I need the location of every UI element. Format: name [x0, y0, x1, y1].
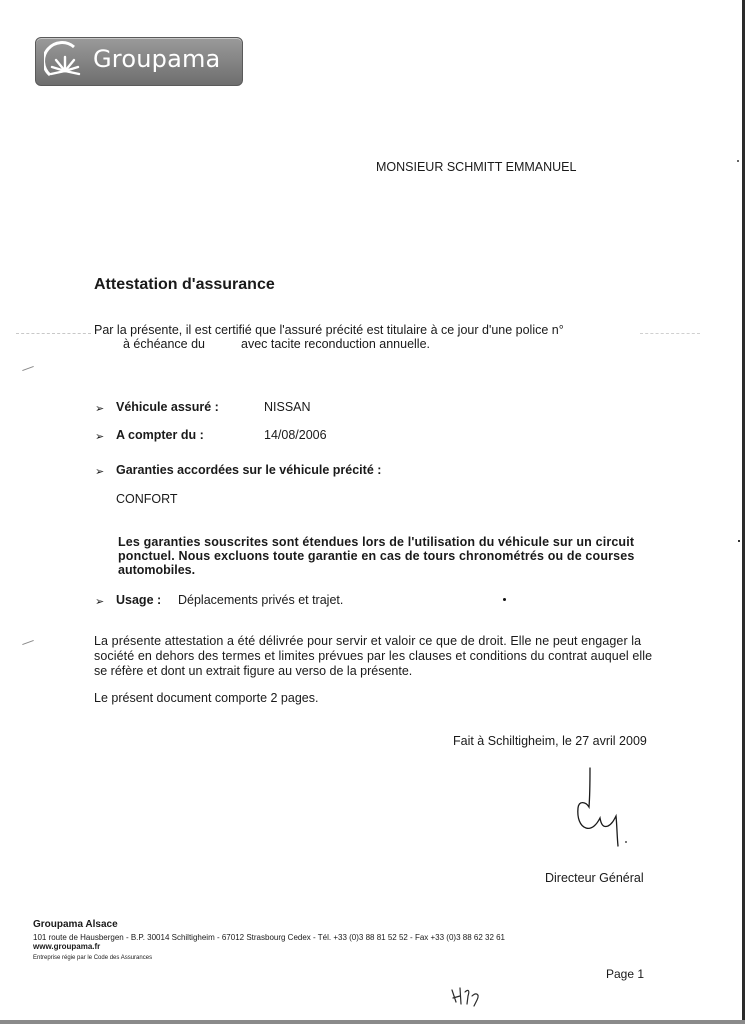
intro-renewal-text: avec tacite reconduction annuelle.: [241, 337, 431, 351]
guarantees-value: CONFORT: [116, 492, 178, 506]
groupama-emblem-icon: [44, 41, 86, 81]
scan-artifact-mark: [22, 366, 34, 371]
handwritten-signature-icon: [570, 762, 632, 852]
scan-artifact-line: [16, 333, 91, 334]
page-number: Page 1: [606, 967, 645, 981]
guarantees-label: Garanties accordées sur le véhicule précité :: [116, 463, 382, 477]
arrow-bullet-icon: ➢: [95, 466, 105, 478]
scan-artifact-line: [640, 333, 700, 334]
usage-value: Déplacements privés et trajet.: [178, 593, 344, 607]
circuit-note-line-3: automobiles.: [118, 563, 196, 577]
handwritten-mark-icon: [450, 984, 484, 1010]
pages-note: Le présent document comporte 2 pages.: [94, 691, 319, 705]
logo-text: Groupama: [93, 45, 221, 73]
legal-line-1: La présente attestation a été délivrée pour servir et valoir ce que de droit. Elle ne peut engager la: [94, 634, 642, 648]
footer-website: www.groupama.fr: [33, 942, 101, 951]
start-date-label: A compter du :: [116, 428, 204, 442]
vehicle-value: NISSAN: [264, 400, 311, 414]
scan-artifact-mark: [22, 640, 34, 645]
document-title: Attestation d'assurance: [94, 276, 275, 293]
legal-line-3: se réfère et dont un extrait figure au verso de la présente.: [94, 664, 413, 678]
intro-line-1: Par la présente, il est certifié que l'assuré précité est titulaire à ce jour d'une police n°: [94, 323, 564, 337]
scan-artifact-dot: [738, 540, 740, 542]
footer-regulation: Entreprise régie par le Code des Assurances: [33, 955, 153, 961]
arrow-bullet-icon: ➢: [95, 431, 105, 443]
intro-expiry-label: à échéance du: [123, 337, 206, 351]
start-date-value: 14/08/2006: [264, 428, 327, 442]
vehicle-label: Véhicule assuré :: [116, 400, 219, 414]
place-and-date: Fait à Schiltigheim, le 27 avril 2009: [453, 734, 647, 748]
scan-edge: [0, 1020, 745, 1024]
usage-label: Usage :: [116, 593, 162, 607]
footer-company: Groupama Alsace: [33, 919, 118, 930]
scan-artifact-dot: [737, 160, 739, 162]
arrow-bullet-icon: ➢: [95, 403, 105, 415]
circuit-note-line-1: Les garanties souscrites sont étendues lors de l'utilisation du véhicule sur un circuit: [118, 535, 635, 549]
arrow-bullet-icon: ➢: [95, 596, 105, 608]
recipient-name: MONSIEUR SCHMITT EMMANUEL: [376, 160, 577, 174]
circuit-note-line-2: ponctuel. Nous excluons toute garantie en cas de tours chronométrés ou de courses: [118, 549, 635, 563]
scan-artifact-dot: [503, 598, 506, 601]
footer-address: 101 route de Hausbergen - B.P. 30014 Schiltigheim - 67012 Strasbourg Cedex - Tél. +33 (0)3 88 81 52 52 - Fax +33 (0)3 88 62 32 61: [33, 933, 506, 942]
signatory-title: Directeur Général: [545, 871, 644, 885]
legal-line-2: société en dehors des termes et limites prévues par les clauses et conditions du contrat auquel elle: [94, 649, 653, 663]
